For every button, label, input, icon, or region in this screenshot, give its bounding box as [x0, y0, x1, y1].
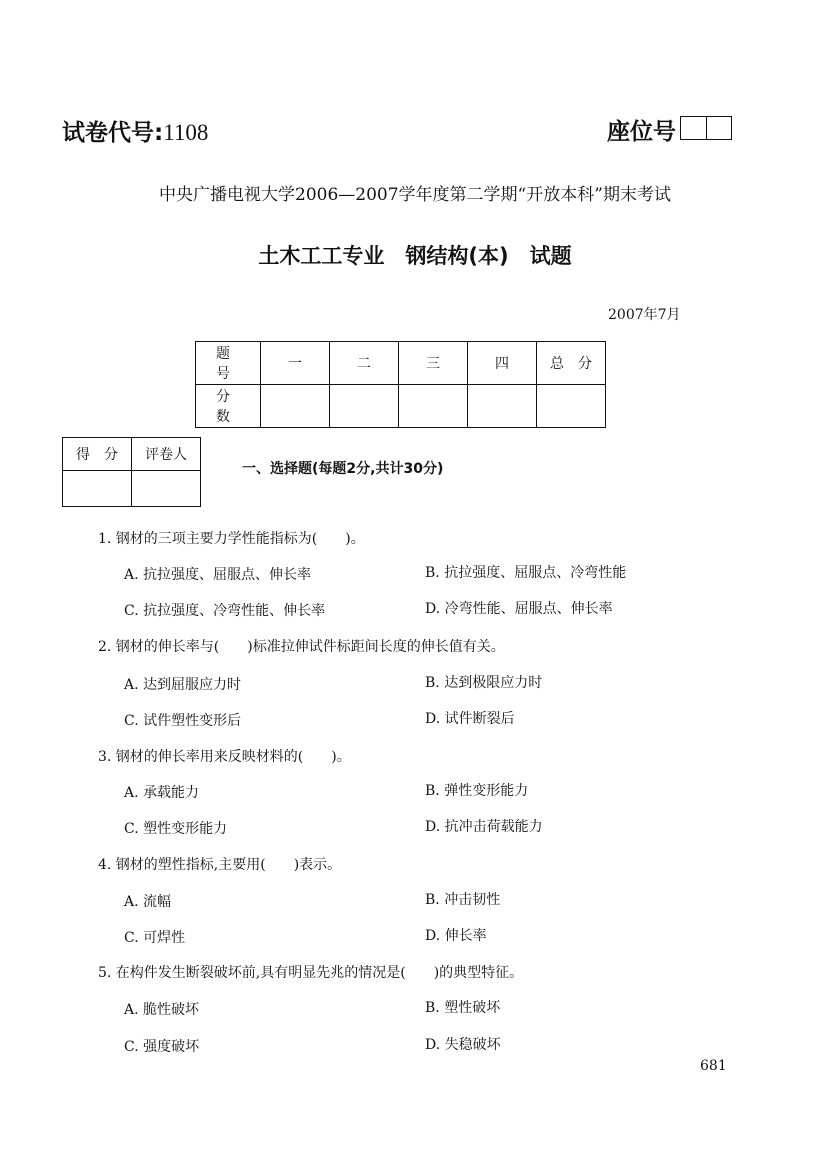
score-table-cell: 二 [330, 342, 399, 385]
question-option: B. 弹性变形能力 [425, 783, 529, 799]
question-option: B. 塑性破坏 [425, 1000, 501, 1016]
score-blank-cell [468, 385, 537, 428]
question-option: B. 达到极限应力时 [425, 675, 543, 691]
score-table-cell: 总 分 [537, 342, 606, 385]
question-option: C. 塑性变形能力 [124, 821, 228, 837]
question-option: D. 抗冲击荷载能力 [425, 819, 543, 835]
grader-table-blank-row [63, 471, 201, 507]
question-stem: 1. 钢材的三项主要力学性能指标为( )。 [98, 531, 365, 547]
score-table-cell: 题 号 [196, 342, 261, 385]
score-table-cell: 三 [399, 342, 468, 385]
section-title: 一、选择题(每题2分,共计30分) [242, 461, 444, 477]
exam-date: 2007年7月 [608, 307, 681, 323]
question-stem: 4. 钢材的塑性指标,主要用( )表示。 [98, 857, 342, 873]
question-option: A. 达到屈服应力时 [124, 677, 242, 693]
score-blank-cell [261, 385, 330, 428]
question-option: C. 强度破坏 [124, 1039, 200, 1055]
question-option: D. 冷弯性能、屈服点、伸长率 [425, 601, 613, 617]
question-option: B. 冲击韧性 [425, 892, 501, 908]
question-option: D. 伸长率 [425, 928, 487, 944]
grader-blank-cell [132, 471, 201, 507]
seat-number-label: 座位号 [607, 119, 676, 145]
question-stem: 3. 钢材的伸长率用来反映材料的( )。 [98, 749, 351, 765]
paper-code [62, 114, 208, 147]
page-number: 681 [700, 1058, 727, 1074]
score-table [195, 341, 606, 428]
score-blank-cell [537, 385, 606, 428]
score-table-cell: 一 [261, 342, 330, 385]
question-option: D. 试件断裂后 [425, 711, 515, 727]
grader-table [62, 437, 201, 507]
grader-table-header-row [63, 438, 201, 471]
paper-code-value: 1108 [163, 120, 209, 145]
question-option: C. 试件塑性变形后 [124, 713, 242, 729]
score-table-score-row [196, 385, 606, 428]
score-table-cell: 四 [468, 342, 537, 385]
question-option: D. 失稳破坏 [425, 1037, 501, 1053]
paper-code-label: 试卷代号: [62, 120, 164, 146]
question-option: C. 可焊性 [124, 930, 186, 946]
score-blank-cell [399, 385, 468, 428]
question-stem: 2. 钢材的伸长率与( )标准拉伸试件标距间长度的伸长值有关。 [98, 639, 505, 655]
grader-blank-cell [63, 471, 132, 507]
score-table-header-row [196, 342, 606, 385]
question-option: B. 抗拉强度、屈服点、冷弯性能 [425, 565, 627, 581]
question-option: A. 脆性破坏 [124, 1002, 200, 1018]
score-blank-cell [330, 385, 399, 428]
score-row-label: 分 数 [196, 385, 261, 428]
exam-subtitle: 中央广播电视大学2006—2007学年度第二学期“开放本科”期末考试 [159, 185, 671, 205]
question-option: A. 承载能力 [124, 785, 200, 801]
question-option: A. 流幅 [124, 894, 172, 910]
grader-table-cell: 评卷人 [132, 438, 201, 471]
question-option: C. 抗拉强度、冷弯性能、伸长率 [124, 603, 326, 619]
question-stem: 5. 在构件发生断裂破坏前,具有明显先兆的情况是( )的典型特征。 [98, 965, 524, 981]
grader-table-cell: 得 分 [63, 438, 132, 471]
question-option: A. 抗拉强度、屈服点、伸长率 [124, 567, 312, 583]
seat-number-box [680, 116, 732, 140]
exam-title: 土木工工专业 钢结构(本) 试题 [258, 244, 572, 268]
